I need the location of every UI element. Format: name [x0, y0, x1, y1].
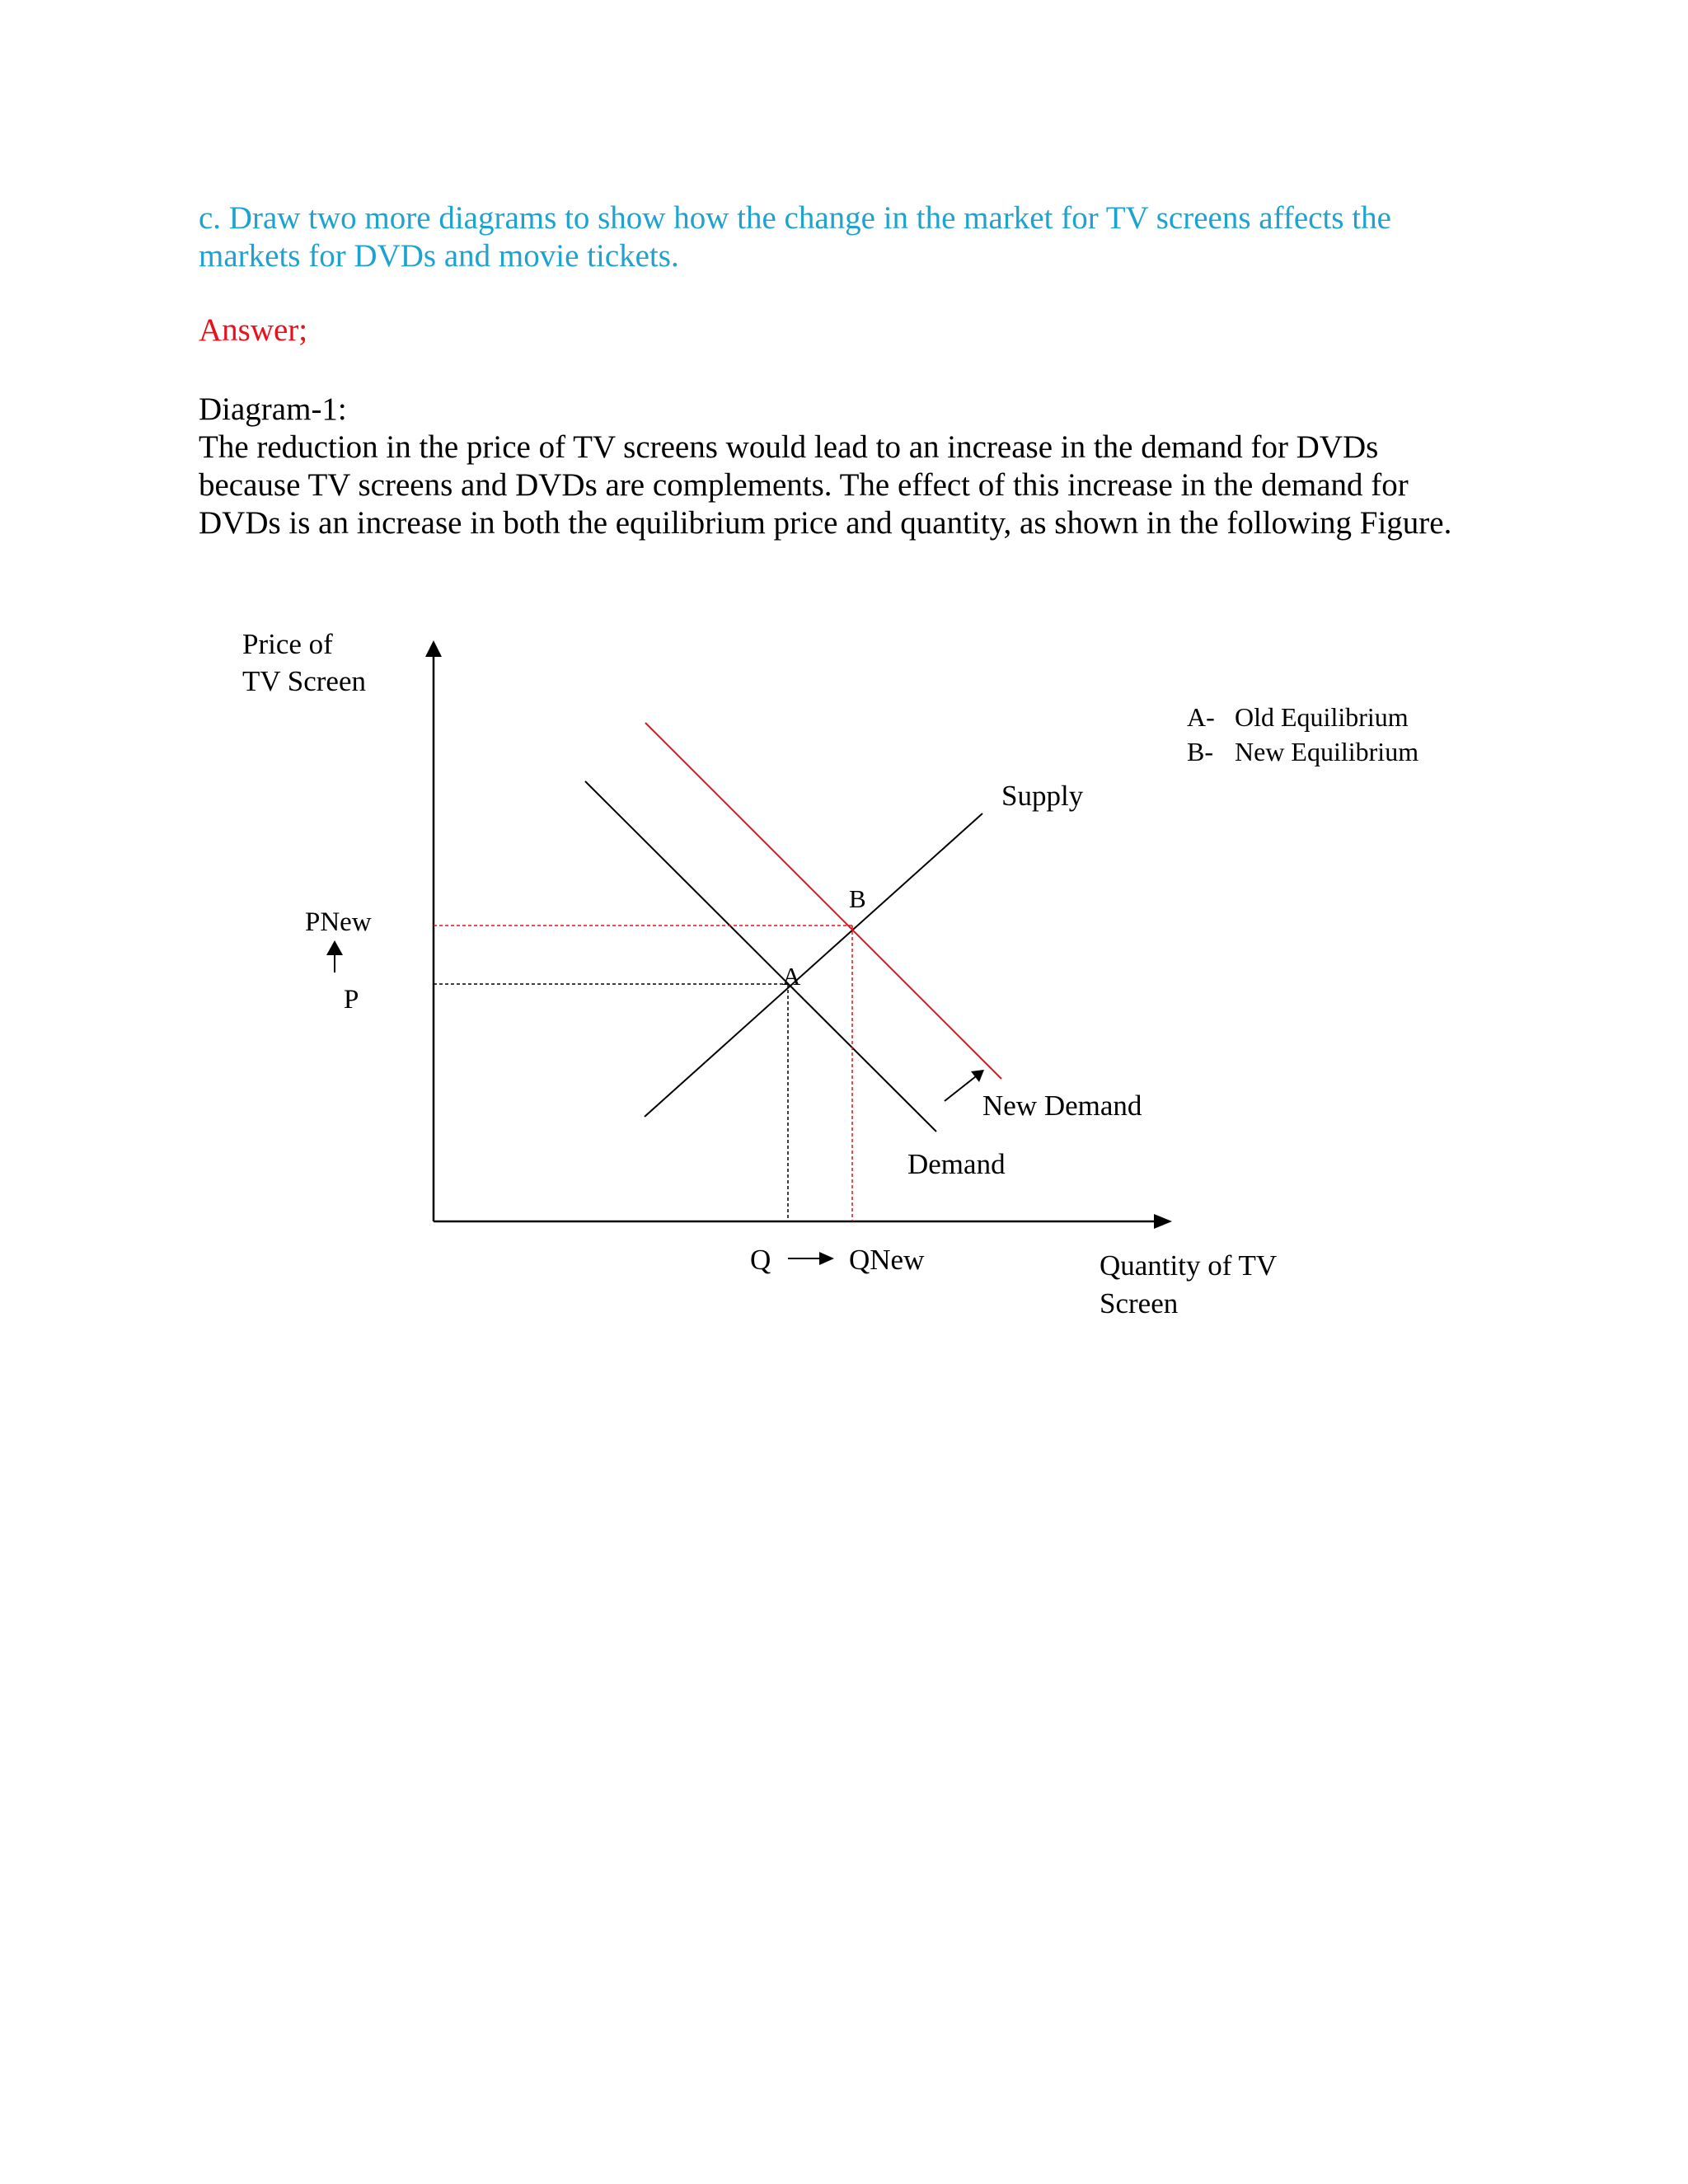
new-demand-label: New Demand — [982, 1090, 1142, 1122]
diagram-title: Diagram-1: — [199, 391, 347, 427]
question-text: c. Draw two more diagrams to show how the change in the market for TV screens affects the markets for DVDs and movie tickets. — [199, 200, 1391, 274]
diagram-explanation: The reduction in the price of TV screens would lead to an increase in the demand for DVDs because TV screens and DVDs are complements. The effect of this increase in the demand for DVDs is an increase in both the equilibrium price and quantity, as shown in the following Figure. — [199, 429, 1452, 541]
demand-shift-arrow-icon — [945, 1076, 976, 1101]
demand-curve — [585, 781, 936, 1132]
x-axis-label-line2: Screen — [1100, 1287, 1179, 1319]
supply-label: Supply — [1001, 780, 1084, 812]
quantity-label: Q — [750, 1244, 771, 1276]
price-new-label: PNew — [305, 907, 372, 937]
legend-key-a: A- — [1187, 702, 1215, 732]
legend-text-a: Old Equilibrium — [1235, 702, 1409, 732]
y-axis-label-line2: TV Screen — [242, 665, 366, 697]
new-demand-curve — [645, 723, 1001, 1079]
price-label: P — [344, 985, 359, 1015]
answer-label: Answer; — [199, 312, 308, 348]
demand-label: Demand — [907, 1148, 1006, 1180]
point-a-label: A — [782, 962, 801, 991]
legend-key-b: B- — [1187, 737, 1213, 766]
y-axis-arrow-icon — [425, 640, 442, 657]
quantity-new-label: QNew — [849, 1244, 925, 1276]
quantity-right-arrow-icon — [819, 1252, 834, 1265]
x-axis-arrow-icon — [1154, 1214, 1172, 1229]
supply-curve — [645, 813, 982, 1117]
y-axis-label-line1: Price of — [242, 628, 333, 660]
x-axis-label-line1: Quantity of TV — [1100, 1249, 1278, 1282]
demand-shift-arrowhead-icon — [971, 1070, 984, 1082]
legend-text-b: New Equilibrium — [1235, 737, 1419, 766]
point-b-label: B — [849, 884, 866, 913]
